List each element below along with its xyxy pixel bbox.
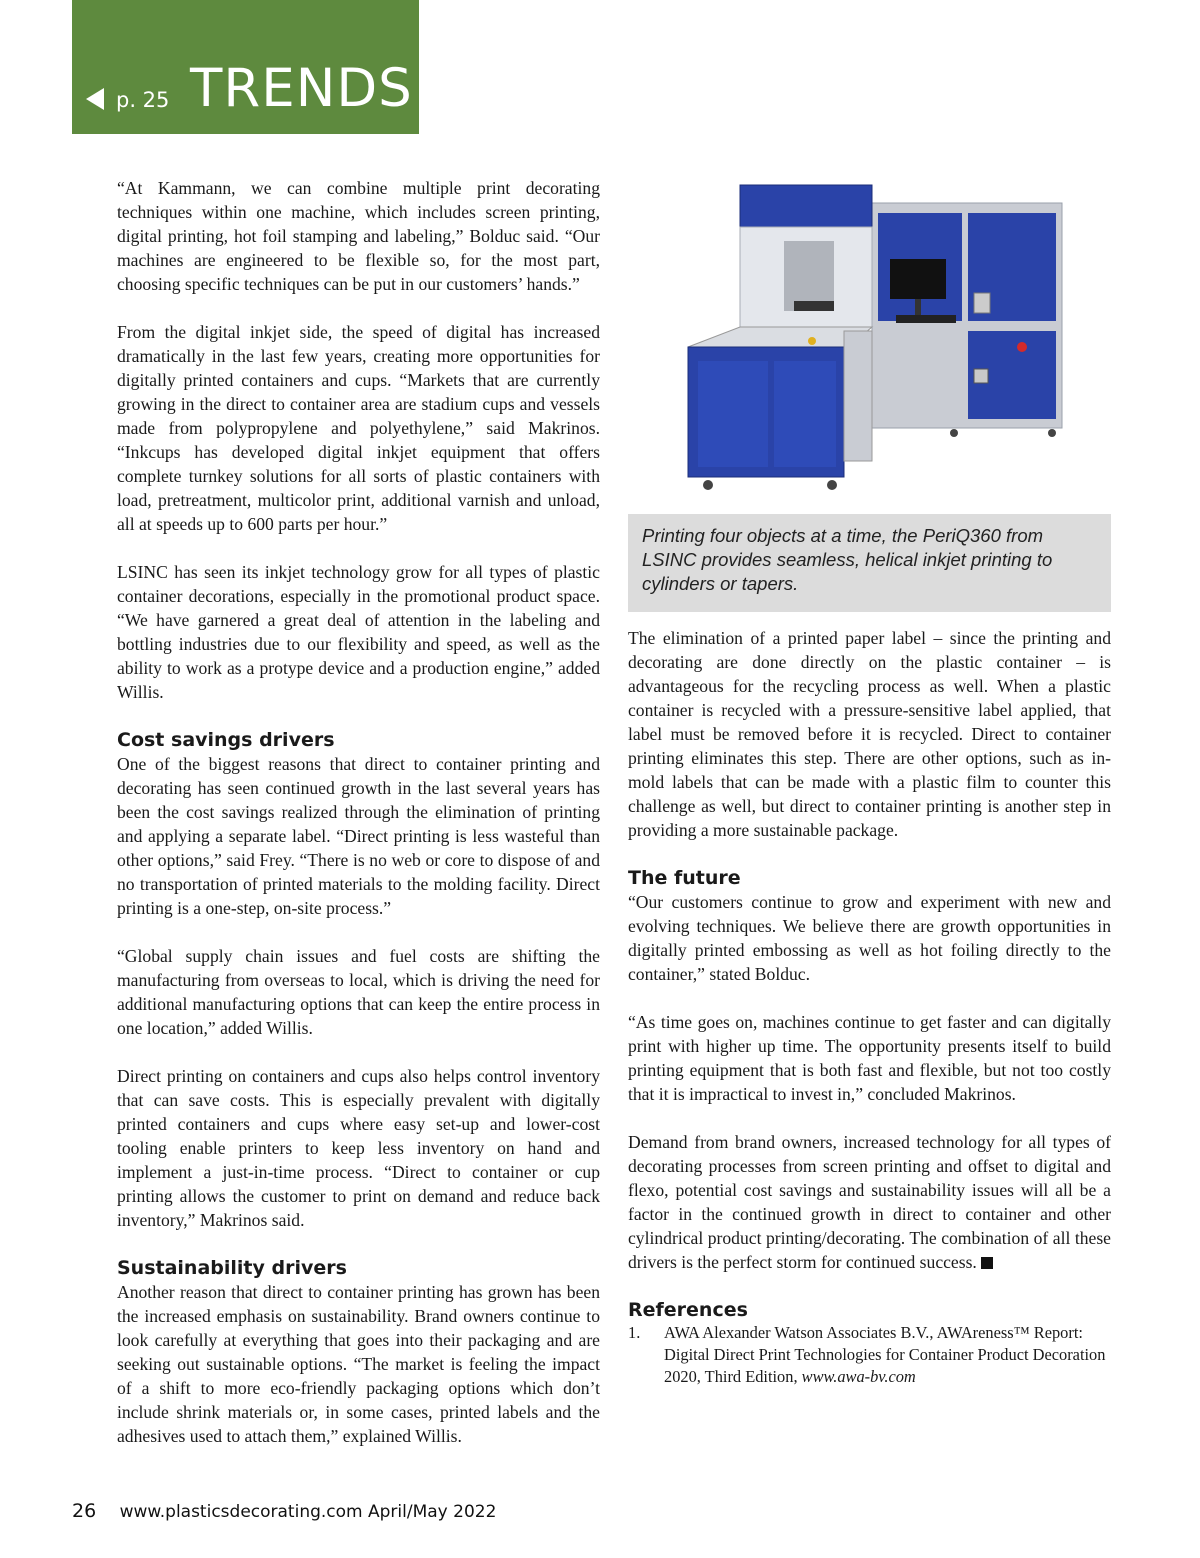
paragraph-text: Demand from brand owners, increased technology for all types of decorating processes from screen printing and offset to digital and flexo, potential cost savings and sustainability issues will all be a factor in the continued growth in direct to container and other cylindrical product printing/decorating. The combination of all these drivers is the perfect storm for continued success. (628, 1132, 1111, 1272)
paragraph: “Global supply chain issues and fuel costs are shifting the manufacturing from overseas to local, which is driving the need for additional manufacturing options that can keep the entire process in one location,” added Willis. (117, 946, 600, 1038)
back-arrow-icon[interactable] (86, 88, 104, 110)
reference-text (664, 1322, 1111, 1388)
list-item (628, 1322, 1111, 1388)
paragraph: “Our customers continue to grow and experiment with new and evolving techniques. We believe there are growth opportunities in digitally printed embossing as well as hot foiling directly to the container,” stated Bolduc. (628, 892, 1111, 984)
reference-url[interactable]: www.awa-bv.com (801, 1367, 916, 1386)
subheading-sustainability: Sustainability drivers (117, 1257, 347, 1279)
page-number: 26 (72, 1500, 97, 1522)
references-list (628, 1322, 1111, 1388)
page-reference-link[interactable]: p. 25 (116, 88, 170, 112)
paragraph: “As time goes on, machines continue to get faster and can digitally print with higher up time. The opportunity presents itself to build printing equipment that is both fast and flexible, but not too costly that it is impractical to invest in,” concluded Makrinos. (628, 1012, 1111, 1104)
end-mark-icon (981, 1257, 993, 1269)
printer-machine-photo (684, 181, 1068, 499)
left-column (117, 176, 600, 1472)
page-footer (72, 1500, 496, 1522)
paragraph: Direct printing on containers and cups also helps control inventory that can save costs. This is especially prevalent with digitally printed containers and cups where easy set-up and lower-cost tooling enable printers to keep less inventory on hand and implement a just-in-time process. “Direct to container or cup printing allows the customer to print on demand and reduce back inventory,” Makrinos said. (117, 1066, 600, 1230)
footer-issue: April/May 2022 (368, 1502, 497, 1522)
photo-caption: Printing four objects at a time, the PeriQ360 from LSINC provides seamless, helical inkjet printing to cylinders or tapers. (628, 514, 1111, 612)
paragraph: LSINC has seen its inkjet technology grow for all types of plastic container decorations, especially in the promotional product space. “We have garnered a great deal of attention in the labeling and bottling industries due to our flexibility and speed, as well as the ability to work as a protype device and a production engine,” added Willis. (117, 562, 600, 702)
section-header (72, 0, 419, 134)
paragraph: One of the biggest reasons that direct to container printing and decorating has seen continued growth in the last several years has been the cost savings realized through the elimination of printing and applying a separate label. “Direct printing is less wasteful than other options,” said Frey. “There is no web or core to dispose of and no transportation of printed materials to the molding facility. Direct printing is a one-step, on-site process.” (117, 754, 600, 918)
paragraph: “At Kammann, we can combine multiple print decorating techniques within one machine, which includes screen printing, digital printing, hot foil stamping and labeling,” Bolduc said. “Our machines are engineered to be flexible so, for the most part, choosing specific techniques can be put in our customers’ hands.” (117, 178, 600, 294)
paragraph: From the digital inkjet side, the speed of digital has increased dramatically in the last few years, creating more opportunities for digitally printed containers and cups. “Markets that are currently growing in the direct to container area are stadium cups and vessels made from polypropylene and polyethylene,” said Makrinos. “Inkcups has developed digital inkjet equipment that offers complete turnkey solutions for all sorts of plastic containers with load, pretreatment, multicolor print, additional varnish and unload, all at speeds up to 600 parts per hour.” (117, 322, 600, 534)
paragraph: The elimination of a printed paper label – since the printing and decorating are done directly on the plastic container – is advantageous for the recycling process as well. When a plastic container is recycled with a pressure-sensitive label applied, that label must be removed before it is recycled. Direct to container printing eliminates this step. There are other options, such as in-mold labels that can be made with a plastic film to counter this challenge as well, but direct to container printing is another step in providing a more sustainable package. (628, 628, 1111, 840)
footer-website[interactable]: www.plasticsdecorating.com (119, 1502, 363, 1522)
right-column (628, 626, 1111, 1388)
subheading-future: The future (628, 867, 741, 889)
paragraph: Another reason that direct to container printing has grown has been the increased emphasis on sustainability. Brand owners continue to look carefully at everything that goes into their packaging and are seeking out sustainable options. “The market is feeling the impact of a shift to more eco-friendly packaging options which don’t include shrink materials or, in some cases, printed labels and the adhesives used to attach them,” explained Willis. (117, 1282, 600, 1446)
reference-number: 1. (628, 1323, 641, 1342)
subheading-cost-savings: Cost savings drivers (117, 729, 335, 751)
subheading-references: References (628, 1299, 748, 1321)
paragraph (628, 1130, 1111, 1274)
reference-citation: AWA Alexander Watson Associates B.V., AWAreness™ Report: Digital Direct Print Technologies for Container Product Decoration 2020, Third Edition, (664, 1323, 1106, 1386)
section-title: TRENDS (190, 58, 413, 119)
